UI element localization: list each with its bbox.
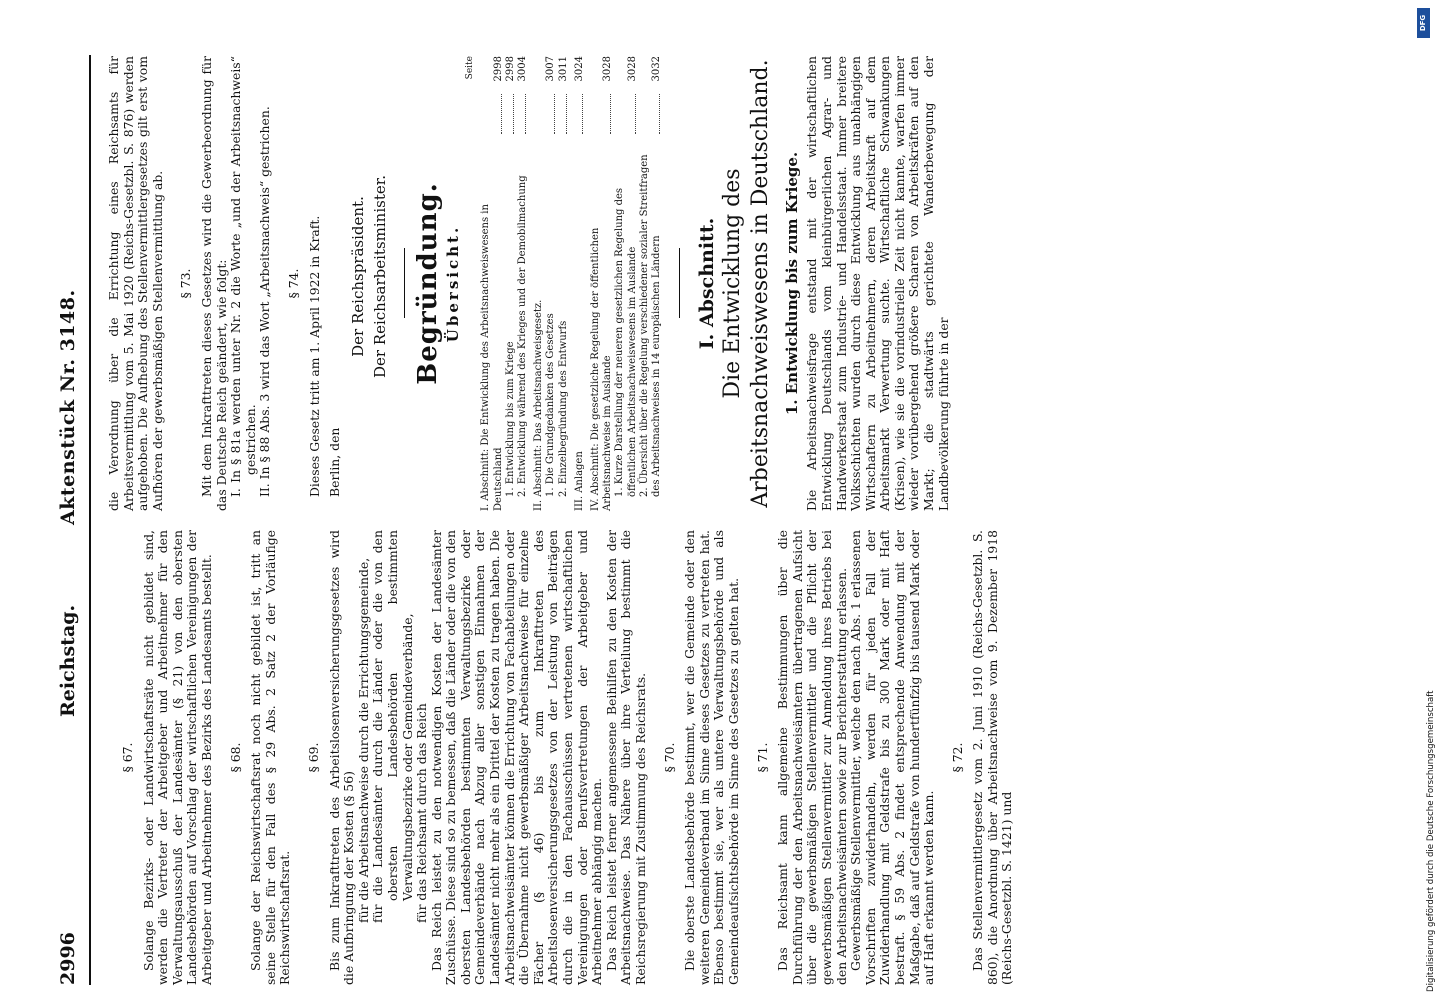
toc-entry-page: 3007 xyxy=(545,56,557,82)
toc-entry xyxy=(590,56,614,511)
page-number: 2996 xyxy=(57,932,79,985)
left-column xyxy=(107,530,1015,985)
section-heading-74: § 74. xyxy=(285,268,301,299)
toc-entry xyxy=(505,56,517,511)
toc-entry xyxy=(517,56,529,511)
section-text-69: Das Reich leistet zu den notwendigen Kosten der Landesämter Zuschüsse. Diese sind so zu bemessen, daß die Länder oder die von den obersten Landesbehörden bestimmten Verwaltungsbezirke oder Gemeindeverbände nach Abzug aller sonstigen Einnahmen der Landesämter nicht mehr als ein Drittel der Kosten zu tragen haben. Die Arbeitsnachweisämter können die Errichtung von Fachabteilungen oder die Übernahme nicht gewerbsmäßiger Arbeitsnachweise für einzelne Fächer (§ 46) bis zum Inkrafttreten des Arbeitslosenversicherungsgesetzes von der Leistung von Beiträgen durch die in den Fachausschüssen vertretenen wirtschaftlichen Vereinigungen oder Berufsvertretungen der Arbeitgeber und Arbeitnehmer abhängig machen. xyxy=(428,529,605,985)
toc-entry xyxy=(480,56,504,511)
toc-entry-title: I. Abschnitt: Die Entwicklung des Arbeitsnachweiswesens in Deutschland xyxy=(480,204,504,511)
toc-entry-title: 1. Die Grundgedanken des Gesetzes xyxy=(545,313,557,497)
abschnitt-title: Die Entwicklung des Arbeitsnachweiswesens in Deutschland. xyxy=(719,59,773,508)
section-item-69-1: für die Arbeitsnachweise durch die Errichtungsgemeinde, xyxy=(355,557,371,923)
toc-leader-dots xyxy=(566,94,567,134)
toc-entry-title: 2. Entwicklung während des Krieges und der Demobilmachung xyxy=(516,175,528,497)
toc-list xyxy=(480,56,663,511)
section-text-74: Dieses Gesetz tritt am 1. April 1922 in Kraft. xyxy=(306,215,322,497)
section-item-69-3: für das Reichsamt durch das Reich xyxy=(414,703,430,923)
digitization-note: Digitalisierung gefördert durch die Deutsche Forschungsgemeinschaft xyxy=(1426,690,1436,992)
section-text-71b: Gewerbsmäßige Stellenvermittler, welche den nach Abs. 1 erlassenen Vorschriften zuwiderhandeln, werden für jeden Fall der Zuwiderhandlung mit Geldstrafe bis zu 300 Mark oder mit Haft bestraft. § 59 Abs. 2 findet entsprechende Anwendung mit der Maßgabe, daß auf Geldstrafe von hundertfünfzig bis tausend Mark oder auf Haft erkannt werden kann. xyxy=(848,530,937,985)
toc-seite-label: Seite xyxy=(465,56,476,80)
toc-leader-dots xyxy=(501,94,502,134)
toc-entry-title: 2. Übersicht über die Regelung verschiedener sozialer Streitfragen des Arbeitsnachweises in 14 europäischen Ländern xyxy=(638,154,662,497)
toc-leader-dots xyxy=(513,94,514,134)
header-left-title: Reichstag. xyxy=(57,604,79,717)
subsection-heading: 1. Entwicklung bis zum Kriege. xyxy=(782,151,801,416)
toc-entry-page: 3028 xyxy=(602,56,614,82)
divider xyxy=(404,249,405,319)
toc-leader-dots xyxy=(582,94,583,134)
header-right-title: Aktenstück Nr. 3148. xyxy=(57,289,79,525)
divider xyxy=(679,249,680,319)
abschnitt-heading: I. Abschnitt. xyxy=(696,217,719,350)
toc-entry-page: 3024 xyxy=(573,56,585,82)
toc-entry-title: 2. Einzelbegründung des Entwurfs xyxy=(557,320,569,497)
toc-entry-page: 3004 xyxy=(516,56,528,82)
section-heading-71: § 71. xyxy=(754,742,770,773)
toc-entry-page: 2998 xyxy=(504,56,516,82)
toc-entry-page: 3028 xyxy=(626,56,638,82)
toc-entry-title: 1. Kurze Darstellung der neueren gesetzlichen Regelung des öffentlichen Arbeitsnachweiswesens im Auslande xyxy=(614,187,638,497)
toc-entry xyxy=(614,56,638,511)
toc-entry-page: 2998 xyxy=(492,56,504,82)
toc-entry-title: III. Anlagen xyxy=(573,451,585,511)
right-column xyxy=(107,56,951,511)
section-text-68: Solange der Reichswirtschaftsrat noch nicht gebildet ist, tritt an seine Stelle für den Fall des § 29 Abs. 2 Satz 2 der Vorläufige Reichswirtschaftsrat. xyxy=(248,530,293,985)
running-header xyxy=(55,55,91,985)
section-text-70: Die oberste Landesbehörde bestimmt, wer die Gemeinde oder den weiteren Gemeindeverband im Sinne dieses Gesetzes zu vertreten hat. Ebenso bestimmt sie, wer als untere Verwaltungsbehörde und als Gemeindeaufsichtsbehörde im Sinne des Gesetzes zu gelten hat. xyxy=(682,530,741,985)
toc-entry xyxy=(639,56,663,511)
table-of-contents xyxy=(464,56,663,511)
section-heading-67: § 67. xyxy=(120,742,135,773)
scanned-page xyxy=(55,55,1415,985)
continued-text: die Verordnung über die Errichtung eines Reichsamts für Arbeitsvermittlung vom 5. Mai 1920 (Reichs-Gesetzbl. S. 876) werden aufgehoben. Die Aufhebung des Stellenvermittlergesetzes gilt erst vom Aufhören der gewerbsmäßigen Stellenvermittlung ab. xyxy=(106,56,165,511)
signature-president: Der Reichspräsident. xyxy=(348,196,367,357)
toc-leader-dots xyxy=(554,94,555,134)
dfg-logo-text: DFG xyxy=(1419,14,1428,32)
signature-minister: Der Reichsarbeitsminister. xyxy=(371,174,390,379)
section-heading-70: § 70. xyxy=(661,742,677,773)
toc-entry-title: II. Abschnitt: Das Arbeitsnachweisgesetz. xyxy=(533,299,545,511)
section-item-73-1: I. In § 81a werden unter Nr. 2 die Worte „und der Arbeitsnachweis“ gestrichen. xyxy=(228,56,258,497)
toc-entry-page: 3032 xyxy=(650,56,662,82)
section-heading-69: § 69. xyxy=(305,742,321,773)
section-text-71: Das Reichsamt kann allgemeine Bestimmungen über die Durchführung der den Arbeitsnachweisämtern übertragenen Aufsicht über die gewerbsmäßigen Stellenvermittler und die Pflicht der gewerbsmäßigen Stellenvermittler zur Anmeldung ihres Betriebs bei den Arbeitsnachweisämtern sowie zur Berichterstattung erlassen. xyxy=(775,530,849,985)
toc-entry-page: 3011 xyxy=(557,56,569,82)
section-heading-73: § 73. xyxy=(178,268,194,299)
toc-entry-title: 1. Entwicklung bis zum Kriege xyxy=(504,341,516,497)
section-text-67: Solange Bezirks- oder Landwirtschaftsräte nicht gebildet sind, werden die Vertreter der Arbeitgeber und Arbeitnehmer für den Verwaltungsausschuß der Landesämter (§ 21) von den obersten Landesbehörden auf Vorschlag der wirtschaftlichen Vereinigungen der Arbeitgeber und Arbeitnehmer des Bezirks des Landesamts bestellt. xyxy=(140,530,214,985)
toc-entry xyxy=(574,56,586,511)
place-date: Berlin, den xyxy=(327,427,343,497)
toc-entry xyxy=(533,56,545,511)
toc-entry xyxy=(558,56,570,511)
toc-leader-dots xyxy=(635,94,636,134)
body-text: Die Arbeitsnachweisfrage entstand mit der wirtschaftlichen Entwicklung Deutschlands vom kleinbürgerlichen Agrar- und Handwerkerstaat zum Industrie- und Handelsstaat. Immer breitere Volksschichten wurden durch diese Entwicklung aus unabhängigen Wirtschaftern zu Arbeitnehmern, deren Arbeitskraft auf dem Arbeitsmarkt Verwertung suchte. Wirtschaftliche Schwankungen (Krisen), wie sie die vorindustrielle Zeit nicht kannte, warfen immer wieder vorübergehend größere Scharen von Arbeitskräften auf den Markt; die stadtwärts gerichtete Wanderbewegung der Landbevölkerung führte in der xyxy=(804,56,951,511)
toc-leader-dots xyxy=(610,94,611,134)
toc-leader-dots xyxy=(659,94,660,134)
section-text-73: Mit dem Inkrafttreten dieses Gesetzes wird die Gewerbeordnung für das Deutsche Reich geändert, wie folgt: xyxy=(198,56,229,511)
section-intro-69: Bis zum Inkrafttreten des Arbeitslosenversicherungsgesetzes wird die Aufbringung der Kosten (§ 56) xyxy=(326,530,357,985)
section-heading-72: § 72. xyxy=(949,742,965,773)
uebersicht-heading: Übersicht. xyxy=(443,224,462,343)
section-text-69b: Das Reich leistet ferner angemessene Beihilfen zu den Kosten der Arbeitsnachweise. Das Nähere über ihre Verteilung bestimmt die Reichsregierung mit Zustimmung des Reichsrats. xyxy=(603,530,648,985)
toc-leader-dots xyxy=(525,94,526,134)
begruendung-heading: Begründung. xyxy=(412,182,443,385)
section-text-72: Das Stellenvermittlergesetz vom 2. Juni 1910 (Reichs-Gesetzbl. S. 860), die Anordnung über Arbeitsnachweise vom 9. Dezember 1918 (Reichs-Gesetzbl. S. 1421) und xyxy=(970,530,1015,985)
section-item-73-2: II. In § 88 Abs. 3 wird das Wort „Arbeitsnachweis“ gestrichen. xyxy=(257,106,273,497)
dfg-logo xyxy=(1417,8,1430,38)
section-heading-68: § 68. xyxy=(227,742,243,773)
toc-entry-title: IV. Abschnitt: Die gesetzliche Regelung der öffentlichen Arbeitsnachweise im Auslande xyxy=(589,227,614,511)
toc-entry xyxy=(545,56,557,511)
section-item-69-2: für die Landesämter durch die Länder oder die von den obersten Landesbehörden bestimmten Verwaltungsbezirke oder Gemeindeverbände, xyxy=(370,530,415,923)
